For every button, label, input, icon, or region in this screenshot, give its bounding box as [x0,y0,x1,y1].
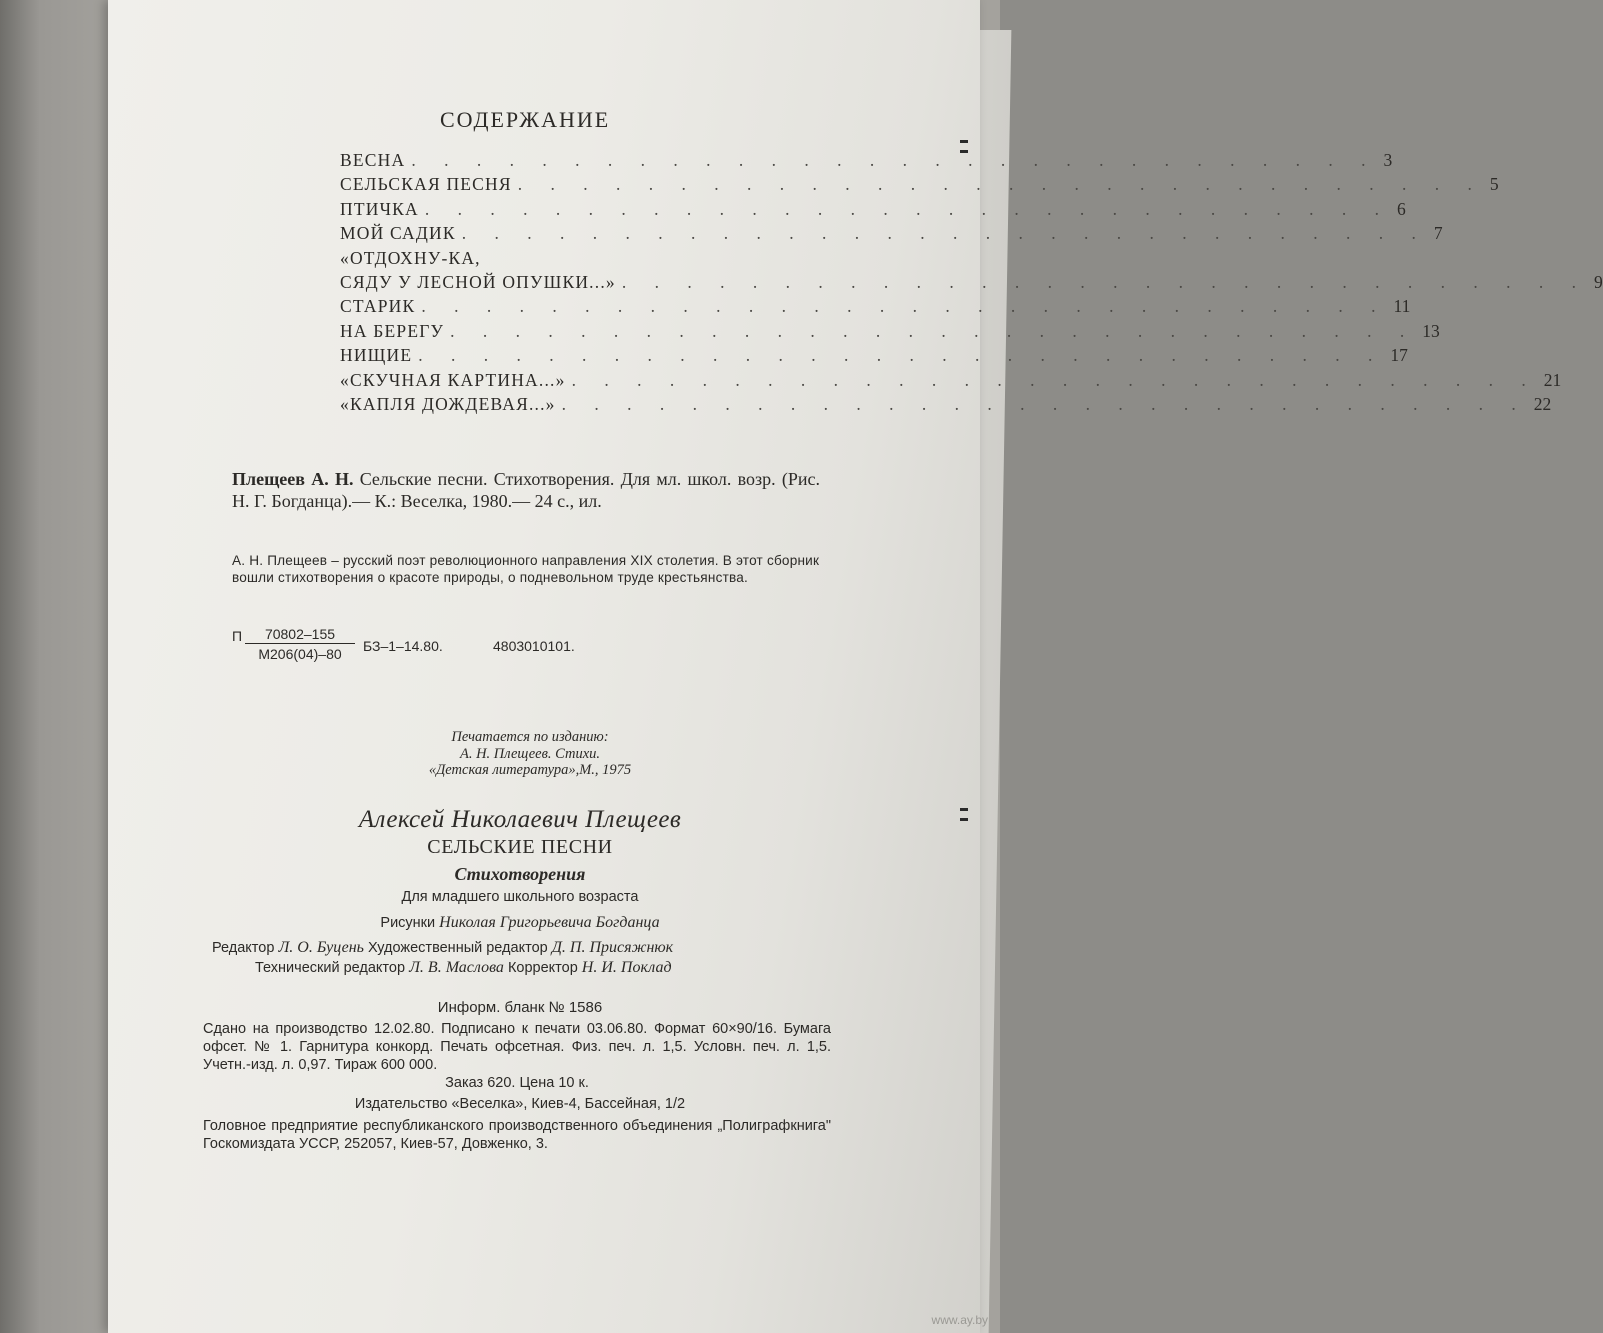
tech-editor-label: Технический редактор [255,960,406,976]
page-edge-mark [960,808,968,811]
catalog-number: 4803010101. [493,638,575,654]
toc-entry-page: 6 [1396,198,1406,219]
bibliographic-record [232,468,820,512]
toc-dot-leader: . . . . . . . . . . . . . . . . . . . . . . . . . . . . . . [411,150,1378,170]
toc-entry [340,248,732,272]
source-line: Печатается по изданию: [451,729,609,745]
book-genre: Стихотворения [454,864,586,884]
audience: Для младшего школьного возраста [401,889,639,905]
illustrations-label: Рисунки [380,915,436,931]
toc-entry-page: 21 [1543,369,1562,390]
toc-entry [340,271,1603,296]
watermark: www.ay.by [931,1313,988,1327]
source-line: «Детская литература»,М., 1975 [428,762,632,778]
editors-line [212,939,673,957]
author-full-name: Алексей Николаевич Плещеев [358,806,682,833]
toc-entry [340,296,1411,320]
toc-dot-leader: . . . . . . . . . . . . . . . . . . . . . . . . . . . . . . [621,271,1588,292]
toc-entry-page: 5 [1489,174,1499,195]
toc-entry-page: 11 [1393,296,1411,317]
illustrator-name: Николая Григорьевича Богданца [439,914,660,931]
toc-entry-page: 22 [1533,393,1552,414]
toc-dot-leader: . . . . . . . . . . . . . . . . . . . . . . . . . . . . . . [461,223,1428,244]
toc-entry-title: СТАРИК [340,296,416,317]
toc-entry-title: НИЩИЕ [340,345,413,366]
toc-entry [340,223,1443,247]
catalog-numerator: 70802–155 [245,626,355,644]
table-of-contents [340,150,1603,418]
illustrations-credit [200,914,840,932]
toc-entry [340,393,1552,418]
toc-entry [340,198,1406,223]
toc-entry-page: 3 [1383,150,1393,170]
toc-entry-title: «КАПЛЯ ДОЖДЕВАЯ...» [340,393,556,414]
bib-author: Плещеев А. Н. [232,469,354,489]
editor-label: Редактор [212,940,275,956]
proofreader-label: Корректор [507,960,578,976]
toc-dot-leader: . . . . . . . . . . . . . . . . . . . . . . . . . . . . . . [450,320,1417,341]
toc-dot-leader: . . . . . . . . . . . . . . . . . . . . . . . . . . . . . . [561,393,1528,414]
editor-name: Л. О. Буцень [278,939,364,956]
toc-entry-title: НА БЕРЕГУ [340,320,445,341]
toc-heading: СОДЕРЖАНИЕ [440,107,611,132]
toc-entry [340,150,1393,174]
tech-editors-line [255,959,672,977]
catalog-denominator: М206(04)–80 [258,646,342,662]
proofreader-name: Н. И. Поклад [581,959,672,976]
toc-entry [340,174,1499,198]
toc-entry [340,369,1562,394]
toc-entry-title: «СКУЧНАЯ КАРТИНА...» [340,369,566,390]
toc-entry-title: ВЕСНА [340,150,406,170]
imprint [203,1020,831,1092]
toc-entry-page: 13 [1422,320,1440,341]
toc-entry-page: 9 [1593,271,1603,292]
imprint-last: Заказ 620. Цена 10 к. [445,1075,589,1091]
annotation: А. Н. Плещеев – русский поэт революционного направления XIX столетия. В этот сборник вошли стихотворения о красоте природы, о подневольном труде крестьянства. [232,553,820,585]
toc-entry-title: «ОТДОХНУ-КА, [340,247,481,268]
catalog-bz: БЗ–1–14.80. [363,638,443,654]
toc-dot-leader: . . . . . . . . . . . . . . . . . . . . . . . . . . . . . . [517,174,1484,195]
tech-editor-name: Л. В. Маслова [409,959,504,976]
toc-entry-title: МОЙ САДИК [340,223,456,244]
toc-dot-leader: . . . . . . . . . . . . . . . . . . . . . . . . . . . . . . [418,345,1385,366]
toc-entry-page: 7 [1433,223,1443,244]
toc-entry-page: 17 [1390,345,1408,366]
imprint-main: Сдано на производство 12.02.80. Подписано к печати 03.06.80. Формат 60×90/16. Бумага офсет. № 1. Гарнитура конкорд. Печать офсетная. Физ. печ. л. 1,5. Условн. печ. л. 1,5. Учетн.-изд. л. 0,97. Тираж 600 000. [203,1021,831,1073]
toc-entry-title: ПТИЧКА [340,198,419,219]
source-line: А. Н. Плещеев. Стихи. [459,745,601,762]
catalog-prefix: П [232,628,243,644]
inform-blank: Информ. бланк № 1586 [437,999,603,1016]
page-edge-mark [960,140,968,143]
page-edge-mark [960,818,968,821]
art-editor-name: Д. П. Присяжнюк [551,939,674,956]
toc-entry [340,345,1408,369]
toc-entry-title: СЯДУ У ЛЕСНОЙ ОПУШКИ...» [340,271,616,292]
toc-dot-leader: . . . . . . . . . . . . . . . . . . . . . . . . . . . . . . [571,369,1538,390]
catalog-fraction [245,626,355,662]
toc-dot-leader: . . . . . . . . . . . . . . . . . . . . . . . . . . . . . . [424,198,1391,219]
bib-text: Сельские песни. Стихотворения. Для мл. школ. возр. (Рис. Н. Г. Богданца).— К.: Веселка, 1980.— 24 с., ил. [232,469,820,511]
source-edition [380,729,680,779]
toc-dot-leader: . . . . . . . . . . . . . . . . . . . . . . . . . . . . . . [421,296,1388,317]
book-title: СЕЛЬСКИЕ ПЕСНИ [427,836,613,858]
publisher: Издательство «Веселка», Киев-4, Бассейная, 1/2 [354,1096,686,1112]
toc-entry-title: СЕЛЬСКАЯ ПЕСНЯ [340,174,512,195]
art-editor-label: Художественный редактор [367,940,548,956]
toc-entry [340,320,1440,345]
printer: Головное предприятие республиканского производственного объединения „Полиграфкнига" Госкомиздата УССР, 252057, Киев-57, Довженко, 3. [203,1118,831,1152]
